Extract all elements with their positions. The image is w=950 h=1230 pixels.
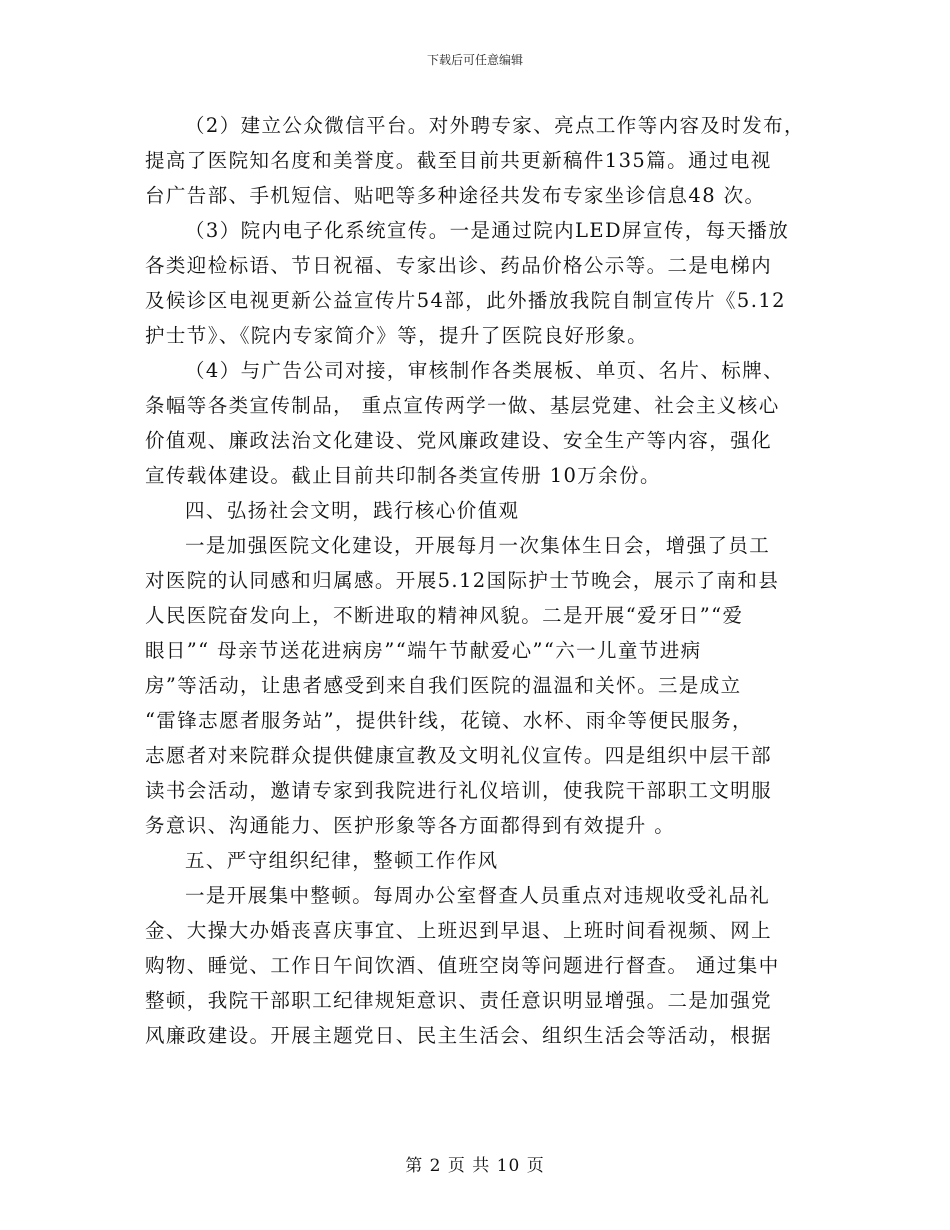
paragraph-line: （4）与广告公司对接，审核制作各类展板、单页、名片、标牌、: [185, 359, 785, 382]
paragraph-line: 整顿，我院干部职工纪律规矩意识、责任意识明显增强。二是加强党: [145, 989, 773, 1012]
paragraph-line: 台广告部、手机短信、贴吧等多种途径共发布专家坐诊信息48 次。: [145, 184, 766, 207]
paragraph-line: 人民医院奋发向上，不断进取的精神风貌。二是开展“爱牙日”“爱: [145, 604, 744, 627]
section-heading: 五、严守组织纪律，整顿工作作风: [185, 849, 499, 872]
paragraph-line: 护士节》、《院内专家简介》等，提升了医院良好形象。: [145, 324, 649, 347]
paragraph-line: 价值观、廉政法治文化建设、党风廉政建设、安全生产等内容，强化: [145, 429, 773, 452]
paragraph-line: 一是加强医院文化建设，开展每月一次集体生日会，增强了员工: [185, 534, 771, 557]
page-footer: 第 2 页 共 10 页: [405, 1156, 545, 1176]
paragraph-line: 条幅等各类宣传制品， 重点宣传两学一做、基层党建、社会主义核心: [145, 394, 780, 417]
paragraph-line: 提高了医院知名度和美誉度。截至目前共更新稿件135篇。通过电视: [145, 149, 772, 172]
section-heading: 四、弘扬社会文明，践行核心价值观: [185, 499, 520, 522]
paragraph-line: 购物、睡觉、工作日午间饮酒、值班空岗等问题进行督查。 通过集中: [145, 954, 780, 977]
paragraph-line: 金、大操大办婚丧喜庆事宜、上班迟到早退、上班时间看视频、网上: [145, 919, 773, 942]
paragraph-line: 对医院的认同感和归属感。开展5.12国际护士节晚会，展示了南和县: [145, 569, 780, 592]
paragraph-line: （3）院内电子化系统宣传。一是通过院内LED屏宣传，每天播放: [185, 219, 790, 242]
paragraph-line: 眼日”“ 母亲节送花进病房”“端午节献爱心”“六一儿童节进病: [145, 639, 702, 662]
paragraph-line: 及候诊区电视更新公益宣传片54部，此外播放我院自制宣传片《5.12: [145, 289, 786, 312]
paragraph-line: “雷锋志愿者服务站”，提供针线，花镜、水杯、雨伞等便民服务，: [145, 709, 753, 732]
paragraph-line: 读书会活动，邀请专家到我院进行礼仪培训，使我院干部职工文明服: [145, 779, 773, 802]
paragraph-line: 风廉政建设。开展主题党日、民主生活会、组织生活会等活动，根据: [145, 1024, 773, 1047]
paragraph-line: 各类迎检标语、节日祝福、专家出诊、药品价格公示等。二是电梯内: [145, 254, 773, 277]
paragraph-line: （2）建立公众微信平台。对外聘专家、亮点工作等内容及时发布，: [185, 114, 805, 137]
paragraph-line: 一是开展集中整顿。每周办公室督查人员重点对违规收受礼品礼: [185, 884, 771, 907]
paragraph-line: 房”等活动，让患者感受到来自我们医院的温温和关怀。三是成立: [145, 674, 742, 697]
document-body: [145, 108, 805, 1053]
paragraph-line: 志愿者对来院群众提供健康宣教及文明礼仪宣传。四是组织中层干部: [145, 744, 773, 767]
paragraph-line: 务意识、沟通能力、医护形象等各方面都得到有效提升 。: [145, 814, 676, 837]
paragraph-line: 宣传载体建设。截止目前共印制各类宣传册 10万余份。: [145, 464, 661, 487]
page-header: 下载后可任意编辑: [426, 53, 523, 67]
